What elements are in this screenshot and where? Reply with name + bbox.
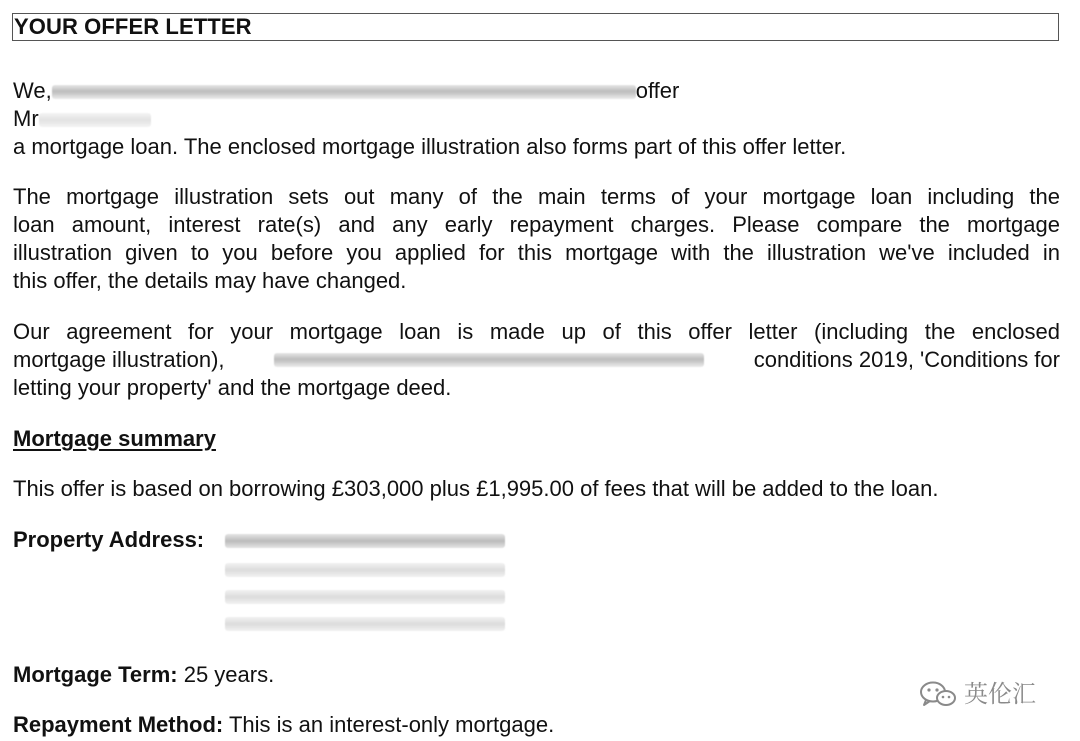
para3-line-1: Our agreement for your mortgage loan is made up of this offer letter (including the enclosed: [13, 319, 1060, 344]
para3-line-3: letting your property' and the mortgage deed.: [13, 375, 452, 400]
repayment-method-line: [13, 711, 554, 739]
watermark: [918, 676, 1048, 712]
redacted-address-line-2: [225, 563, 505, 577]
document-title: YOUR OFFER LETTER: [14, 14, 252, 39]
para2-line-2: loan amount, interest rate(s) and any early repayment charges. Please compare the mortgage: [13, 212, 1060, 237]
para3-line2-end: conditions 2019, 'Conditions for: [753, 347, 1060, 372]
para2-line-1: The mortgage illustration sets out many of the main terms of your mortgage loan including the: [13, 184, 1060, 209]
mortgage-term-label: Mortgage Term:: [13, 662, 178, 687]
intro-offer: offer: [635, 78, 680, 103]
intro-line-3: a mortgage loan. The enclosed mortgage illustration also forms part of this offer letter.: [13, 134, 847, 159]
redacted-lender-name: [52, 85, 636, 99]
para3-line-2: [13, 346, 1060, 374]
repayment-method-value: This is an interest-only mortgage.: [223, 712, 555, 737]
wechat-icon: [918, 679, 958, 709]
para2-line-3: illustration given to you before you applied for this mortgage with the illustration we've included in: [13, 240, 1060, 265]
mortgage-summary-text: This offer is based on borrowing £303,000 plus £1,995.00 of fees that will be added to the loan.: [13, 476, 939, 501]
redacted-address-line-4: [225, 617, 505, 631]
repayment-method-label: Repayment Method:: [13, 712, 224, 737]
para3-line2-start: mortgage illustration),: [13, 347, 225, 372]
redacted-address-line-3: [225, 590, 505, 604]
intro-line-2: [13, 105, 151, 133]
redacted-borrower-name: [39, 113, 151, 127]
intro-mr: Mr: [13, 106, 39, 131]
intro-line-1: [13, 77, 679, 105]
title-box: [12, 13, 1059, 41]
watermark-text: 英伦汇: [964, 680, 1036, 708]
redacted-terms-name: [274, 353, 704, 367]
property-address-label: Property Address:: [13, 527, 205, 552]
redacted-address-line-1: [225, 534, 505, 548]
mortgage-term-line: [13, 661, 274, 689]
para2-line-4: this offer, the details may have changed.: [13, 268, 407, 293]
mortgage-summary-heading: Mortgage summary: [13, 426, 216, 451]
mortgage-term-value: 25 years.: [177, 662, 275, 687]
intro-we: We,: [13, 78, 52, 103]
